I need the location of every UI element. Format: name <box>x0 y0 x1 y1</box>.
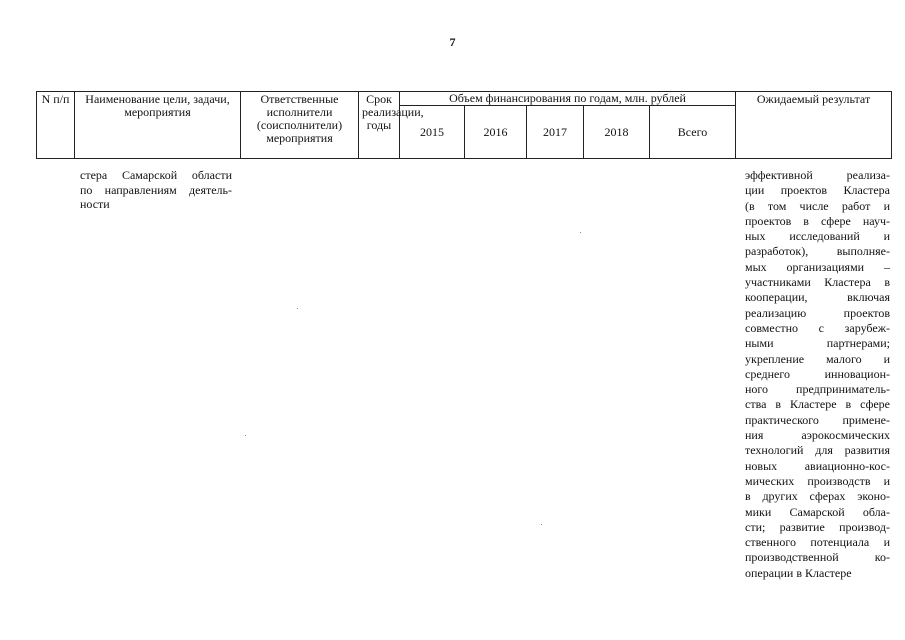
name-line: по направлениям деятель- <box>80 182 232 197</box>
result-line: новых авиационно-кос- <box>745 458 890 473</box>
header-financing: Объем финансирования по годам, млн. рублей <box>400 92 736 106</box>
result-line: ции проектов Кластера <box>745 183 890 198</box>
header-year-2017: 2017 <box>527 106 584 159</box>
result-line: проектов в сфере науч- <box>745 213 890 228</box>
result-line: кооперации, включая <box>745 290 890 305</box>
header-year-2015: 2015 <box>400 106 465 159</box>
scan-speck <box>297 308 298 309</box>
result-line: ственного потенциала и <box>745 535 890 550</box>
scan-speck <box>541 524 542 525</box>
result-line: в других сферах эконо- <box>745 489 890 504</box>
result-line: совместно с зарубеж- <box>745 320 890 335</box>
result-line: ства в Кластере в сфере <box>745 397 890 412</box>
result-line: технологий для развития <box>745 443 890 458</box>
result-line: мых организациями – <box>745 259 890 274</box>
header-result: Ожидаемый результат <box>736 92 892 159</box>
result-line: ными партнерами; <box>745 336 890 351</box>
result-line: разработок), выполняе- <box>745 244 890 259</box>
result-line: (в том числе работ и <box>745 198 890 213</box>
result-continuation <box>745 168 890 581</box>
header-term: Срок реализации, годы <box>359 92 400 159</box>
scan-speck <box>245 435 246 436</box>
result-line: реализацию проектов <box>745 305 890 320</box>
header-total: Всего <box>650 106 736 159</box>
result-line: производственной ко- <box>745 550 890 565</box>
name-continuation <box>80 168 232 212</box>
result-line: ния аэрокосмических <box>745 428 890 443</box>
result-line: операции в Кластере <box>745 565 852 580</box>
scan-speck <box>580 232 581 233</box>
result-line: мики Самарской обла- <box>745 504 890 519</box>
page-number: 7 <box>449 35 456 49</box>
result-line: сти; развитие производ- <box>745 519 890 534</box>
result-line: ных исследований и <box>745 229 890 244</box>
header-name: Наименование цели, задачи, мероприятия <box>75 92 241 159</box>
result-line: ного предприниматель- <box>745 382 890 397</box>
result-line: практического примене- <box>745 412 890 427</box>
header-year-2016: 2016 <box>465 106 527 159</box>
result-line: укрепление малого и <box>745 351 890 366</box>
header-executors: Ответственные исполнители (соисполнители) мероприятия <box>241 92 359 159</box>
header-year-2018: 2018 <box>584 106 650 159</box>
result-line: участниками Кластера в <box>745 275 890 290</box>
program-table-header <box>36 91 892 159</box>
name-line: стера Самарской области <box>80 168 232 182</box>
result-line: эффективной реализа- <box>745 168 890 182</box>
name-line: ности <box>80 197 110 211</box>
result-line: среднего инновацион- <box>745 366 890 381</box>
result-line: мических производств и <box>745 473 890 488</box>
header-number: N п/п <box>37 92 75 159</box>
